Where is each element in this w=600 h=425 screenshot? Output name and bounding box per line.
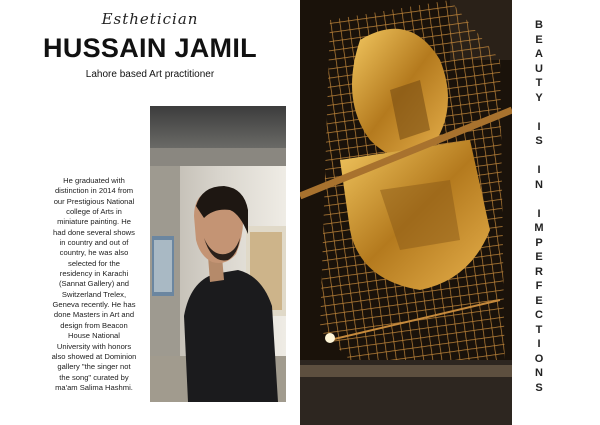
tagline-letter: E (535, 294, 543, 307)
tagline-letter: I (537, 120, 541, 133)
bio-line: Switzerland Trelex, (61, 289, 127, 299)
tagline-letter: F (535, 280, 543, 292)
bio-line: distinction in 2014 from (54, 186, 134, 196)
tagline-gap (537, 105, 540, 120)
tagline-letter: S (535, 381, 543, 394)
tagline-gap (537, 149, 540, 164)
bio-line: the song" curated by (59, 372, 129, 382)
tagline-letter: M (534, 222, 544, 234)
artist-name: HUSSAIN JAMIL (43, 33, 257, 63)
bio-line: selected for the (68, 258, 120, 268)
tagline-letter: E (535, 33, 543, 46)
bio-line: college of Arts in (66, 207, 122, 217)
bio-line: residency in Karachi (59, 269, 129, 279)
artist-portrait-photo (150, 106, 286, 402)
script-title: Esthetician (101, 10, 199, 28)
bio-line: (Sannat Gallery) and (58, 279, 130, 289)
bio-line: ma'am Salima Hashmi. (55, 382, 133, 392)
tagline-letter: I (537, 207, 541, 220)
bio-line: gallery "the singer not (57, 362, 131, 372)
tagline-letter: T (535, 77, 543, 89)
tagline-letter: P (535, 236, 543, 249)
tagline-letter: Y (535, 91, 543, 104)
bio-line: Geneva recently. He has (52, 300, 136, 310)
tagline-letter: B (535, 19, 543, 31)
tagline-letter: O (534, 352, 544, 365)
vertical-tagline (522, 18, 556, 395)
bio-line: in country and out of (59, 238, 129, 248)
tagline-letter: T (535, 323, 543, 336)
tagline-letter: I (537, 338, 541, 350)
bio-line: our Prestigious National (53, 196, 135, 206)
tagline-letter: R (535, 265, 543, 278)
bio-line: also showed at Dominion (51, 351, 137, 361)
bio-line: done Masters in Art and (53, 310, 135, 320)
bio-line: country, he was also (59, 248, 129, 258)
tagline-letter: N (535, 367, 543, 379)
golden-installation-photo (300, 0, 512, 425)
tagline-letter: U (535, 62, 543, 75)
tagline-gap (537, 192, 540, 207)
bio-line: He graduated with (63, 176, 125, 185)
tagline-letter: C (535, 309, 543, 321)
tagline-letter: N (535, 178, 543, 191)
subtitle: Lahore based Art practitioner (85, 69, 215, 80)
bio-line: had done several shows (53, 227, 135, 237)
tagline-letter: A (535, 48, 543, 60)
tagline-letter: S (535, 135, 543, 147)
bio-line: design from Beacon (60, 320, 128, 330)
bio-text (40, 176, 148, 393)
bio-line: House National (68, 331, 120, 341)
tagline-letter: I (537, 164, 541, 176)
bio-line: University with honors (56, 341, 132, 351)
tagline-letter: E (535, 251, 543, 263)
bio-line: miniature painting. He (57, 217, 131, 227)
